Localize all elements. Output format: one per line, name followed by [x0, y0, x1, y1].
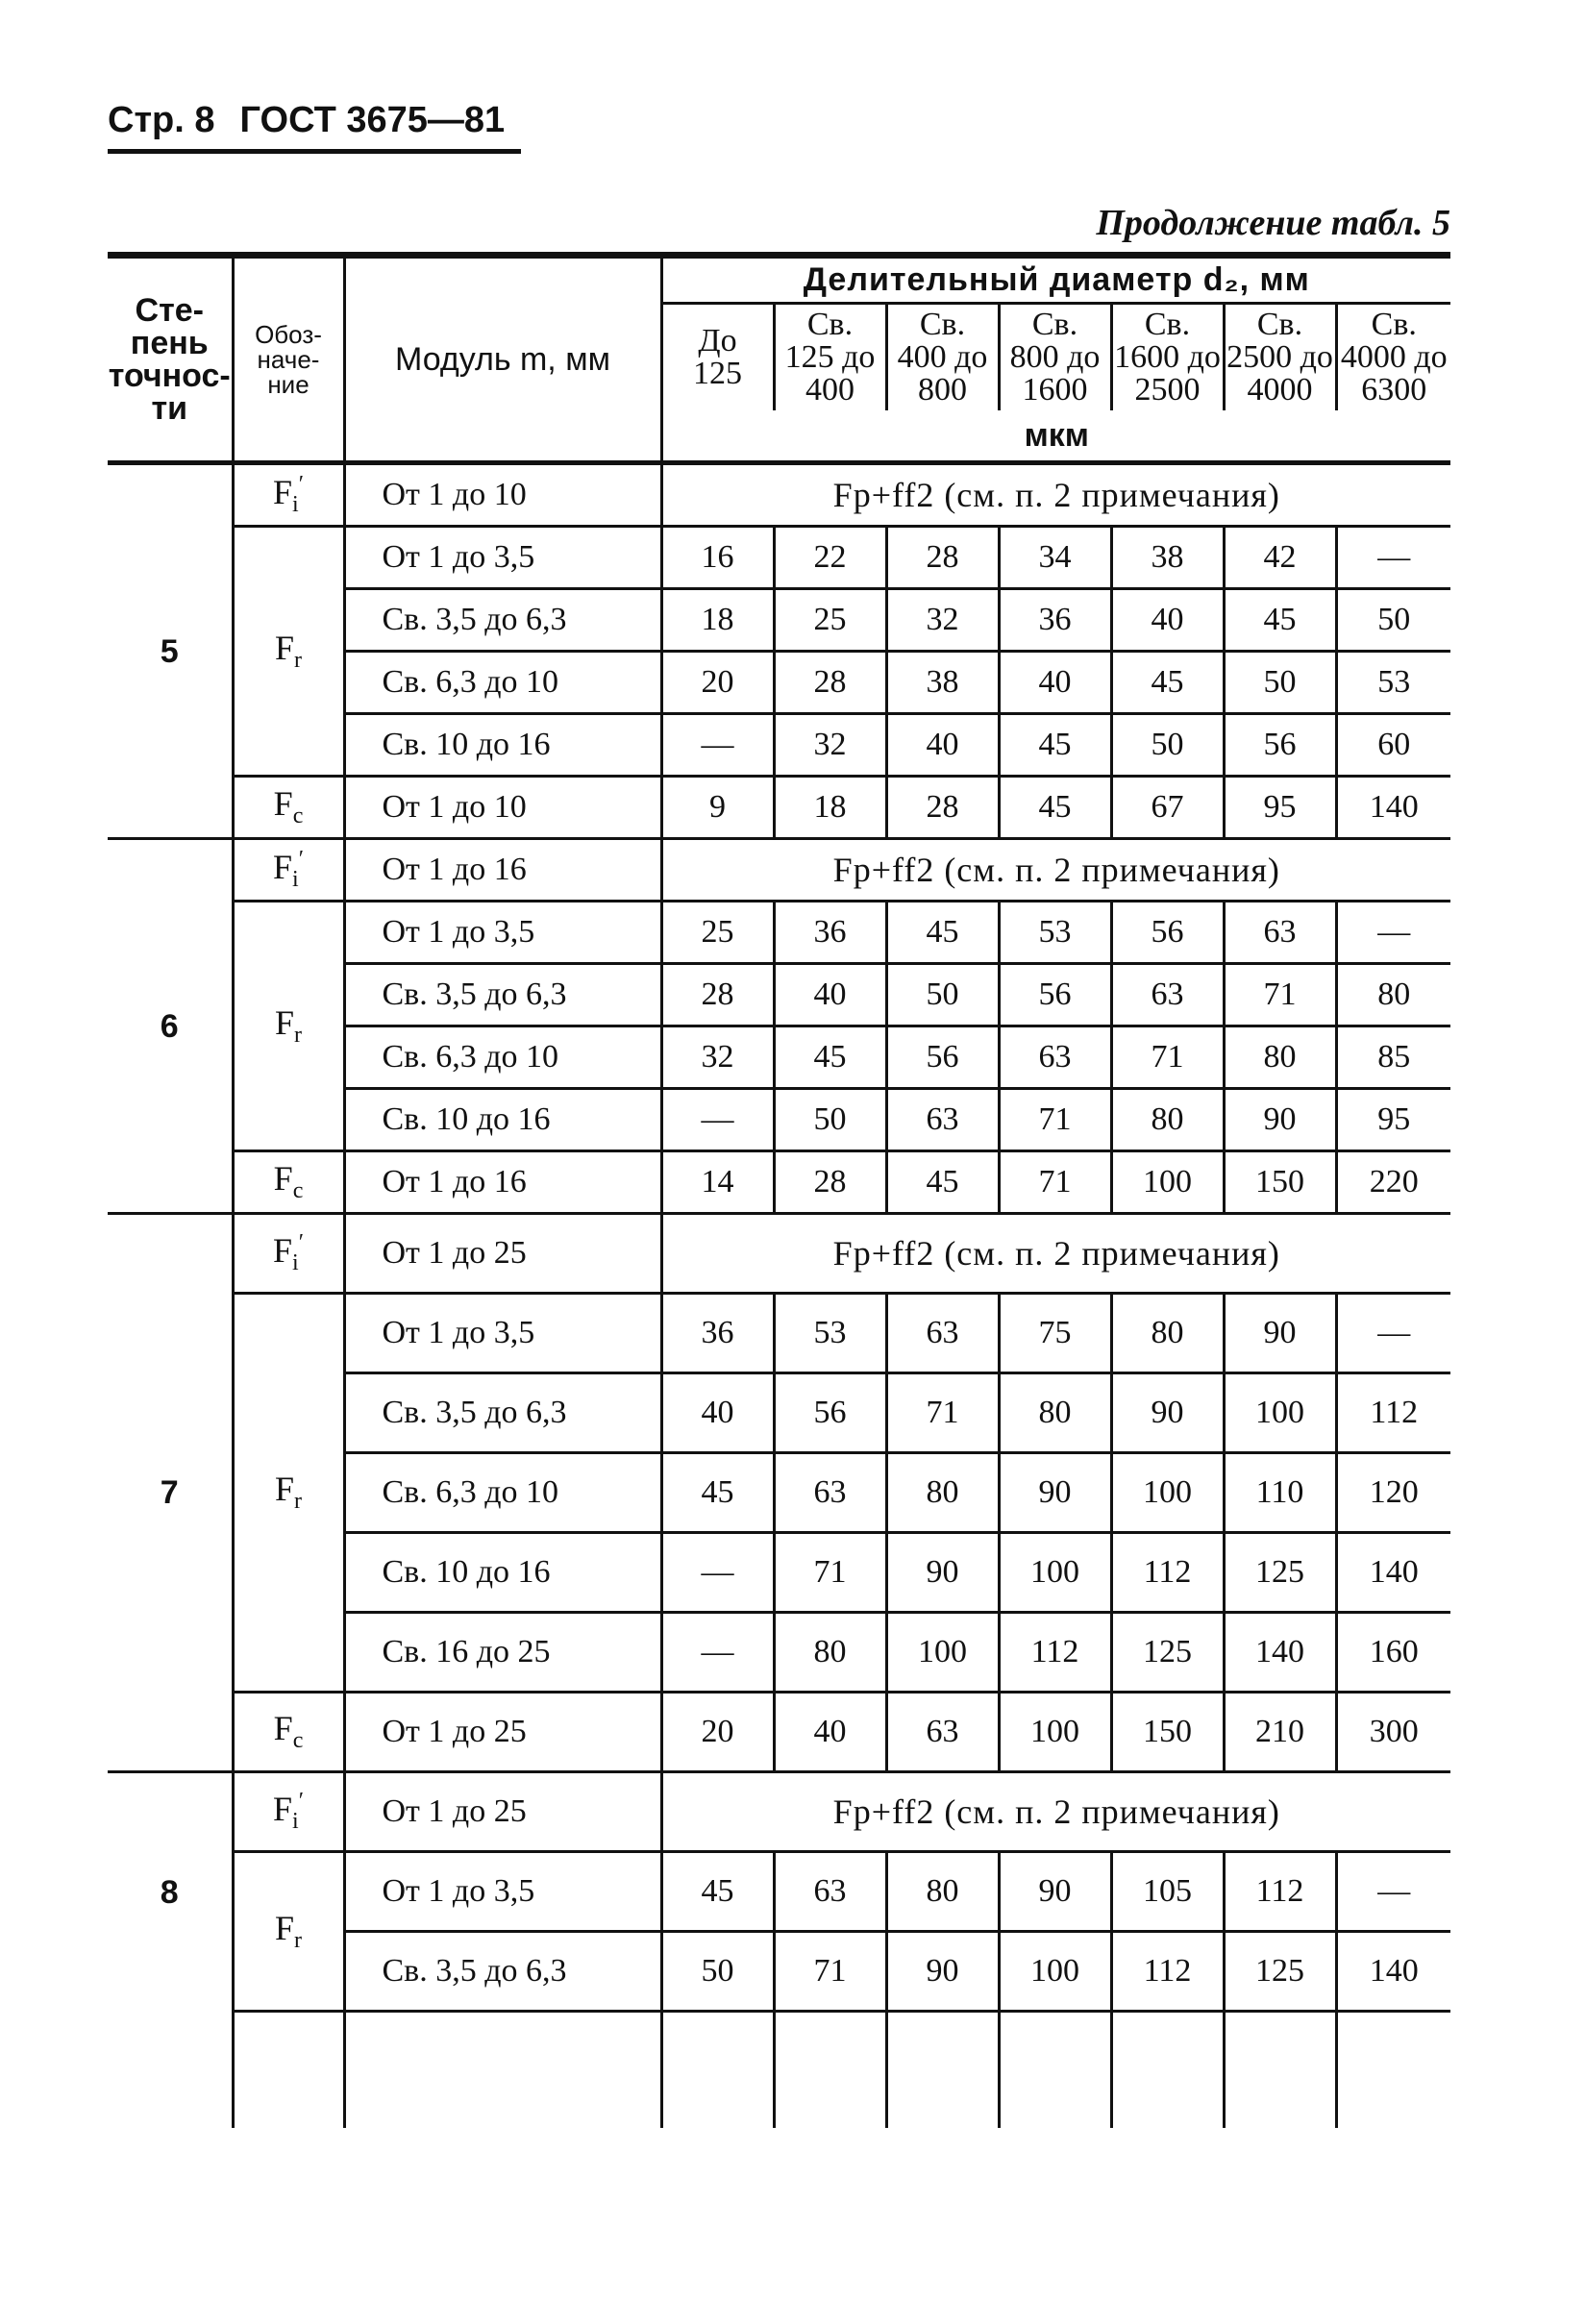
table-cell: 150 — [1224, 1151, 1336, 1214]
designation-cell — [233, 1294, 344, 1693]
table-cell: 42 — [1224, 527, 1336, 589]
module-range: От 1 до 3,5 — [344, 1852, 661, 1932]
table-cell: 63 — [886, 1089, 999, 1151]
table-cell: 40 — [886, 714, 999, 777]
designation-cell — [233, 839, 344, 902]
header-module: Модуль m, мм — [344, 258, 661, 463]
module-range: От 1 до 25 — [344, 1693, 661, 1772]
table-cell: 36 — [774, 902, 886, 964]
table-row — [108, 463, 1450, 527]
table-cell: 40 — [999, 652, 1111, 714]
table-cell: 100 — [1224, 1373, 1336, 1453]
table-cell: 28 — [886, 777, 999, 839]
designation-Fc: $F_c$ — [273, 1709, 304, 1754]
table-cell: 28 — [774, 1151, 886, 1214]
module-range: Св. 6,3 до 10 — [344, 1453, 661, 1533]
table-cell: 100 — [999, 1533, 1111, 1613]
table-cell: — — [1336, 902, 1450, 964]
table-cell: 32 — [886, 589, 999, 652]
header-diameter-range: Св. 4000 до 6300 — [1336, 304, 1450, 411]
table-cell: 140 — [1224, 1613, 1336, 1693]
table-cell: 63 — [774, 1852, 886, 1932]
table-cell: 112 — [1111, 1932, 1224, 2012]
table-cell: — — [1336, 1294, 1450, 1373]
module-range: От 1 до 25 — [344, 1214, 661, 1294]
table-cell: 85 — [1336, 1026, 1450, 1089]
table-cell: 36 — [999, 589, 1111, 652]
module-range: Св. 6,3 до 10 — [344, 652, 661, 714]
module-range: От 1 до 16 — [344, 839, 661, 902]
table-cell: 53 — [1336, 652, 1450, 714]
formula-note: Fp+ff2 (см. п. 2 примечания) — [832, 1233, 1280, 1273]
table-cell: 36 — [661, 1294, 774, 1373]
header-diameter-range: Св. 2500 до 4000 — [1224, 304, 1336, 411]
empty-cell — [886, 2012, 999, 2129]
table-cell: — — [661, 1089, 774, 1151]
table-cell: 71 — [774, 1533, 886, 1613]
table-cell: 20 — [661, 652, 774, 714]
table-cell: 80 — [999, 1373, 1111, 1453]
designation-Fi-prime: $F_i'$ — [273, 1230, 304, 1276]
table-cell: 140 — [1336, 1533, 1450, 1613]
table-cell: 160 — [1336, 1613, 1450, 1693]
empty-cell — [233, 2012, 344, 2129]
module-range: Св. 10 до 16 — [344, 714, 661, 777]
table-cell: 80 — [886, 1852, 999, 1932]
designation-Fc: $F_c$ — [273, 784, 304, 829]
table-cell: 22 — [774, 527, 886, 589]
table-cell: 25 — [774, 589, 886, 652]
table-cell: 45 — [1111, 652, 1224, 714]
table-cell: 95 — [1336, 1089, 1450, 1151]
module-range: От 1 до 3,5 — [344, 902, 661, 964]
table-cell: 45 — [661, 1453, 774, 1533]
table-cell: 125 — [1224, 1533, 1336, 1613]
table-cell: 50 — [1111, 714, 1224, 777]
header-diameter-range: Св. 125 до 400 — [774, 304, 886, 411]
table-cell: 120 — [1336, 1453, 1450, 1533]
table-cell: 40 — [774, 1693, 886, 1772]
designation-Fr: $F_r$ — [274, 1002, 303, 1049]
table-cell: 38 — [1111, 527, 1224, 589]
empty-cell — [1336, 2012, 1450, 2129]
empty-cell — [999, 2012, 1111, 2129]
table-row — [108, 1852, 1450, 1932]
empty-cell — [774, 2012, 886, 2129]
table-cell: 110 — [1224, 1453, 1336, 1533]
designation-cell — [233, 527, 344, 777]
module-range: Св. 3,5 до 6,3 — [344, 964, 661, 1026]
module-range: От 1 до 3,5 — [344, 527, 661, 589]
table-cell: 56 — [999, 964, 1111, 1026]
table-cell: 71 — [999, 1089, 1111, 1151]
header-diameter-range: Св. 400 до 800 — [886, 304, 999, 411]
empty-cell — [1224, 2012, 1336, 2129]
table-cell: 40 — [661, 1373, 774, 1453]
table-cell: 45 — [999, 714, 1111, 777]
designation-Fi-prime: $F_i'$ — [273, 847, 304, 893]
module-range: От 1 до 10 — [344, 777, 661, 839]
table-cell: 150 — [1111, 1693, 1224, 1772]
designation-Fc: $F_c$ — [273, 1159, 304, 1204]
table-cell: 56 — [1111, 902, 1224, 964]
table-cell: 45 — [999, 777, 1111, 839]
designation-cell — [233, 463, 344, 527]
table-cell: 75 — [999, 1294, 1111, 1373]
table-cell: 125 — [1224, 1932, 1336, 2012]
table-cell: 14 — [661, 1151, 774, 1214]
table-cell: 56 — [774, 1373, 886, 1453]
table-cell: 80 — [1111, 1089, 1224, 1151]
table-row — [108, 1214, 1450, 1294]
table-cell: — — [661, 714, 774, 777]
table-row — [108, 1294, 1450, 1373]
table-cell: 100 — [1111, 1453, 1224, 1533]
table-cell: 80 — [1111, 1294, 1224, 1373]
table-cell: 20 — [661, 1693, 774, 1772]
module-range: Св. 6,3 до 10 — [344, 1026, 661, 1089]
table-cell: 63 — [886, 1693, 999, 1772]
table-cell: 63 — [774, 1453, 886, 1533]
table-cell: 18 — [774, 777, 886, 839]
header-diameter-range: Св. 1600 до 2500 — [1111, 304, 1224, 411]
table-cell: 140 — [1336, 1932, 1450, 2012]
table-cell: 112 — [1336, 1373, 1450, 1453]
table-cell: — — [661, 1613, 774, 1693]
table-cell: 300 — [1336, 1693, 1450, 1772]
table-cell: 32 — [661, 1026, 774, 1089]
empty-cell — [1111, 2012, 1224, 2129]
table-cell: 112 — [1224, 1852, 1336, 1932]
table-cell: 100 — [1111, 1151, 1224, 1214]
formula-cell — [661, 463, 1450, 527]
empty-cell — [344, 2012, 661, 2129]
tolerance-table — [108, 258, 1450, 2128]
table-row — [108, 1151, 1450, 1214]
table-cell: 53 — [774, 1294, 886, 1373]
table-row — [108, 839, 1450, 902]
designation-Fi-prime: $F_i'$ — [273, 472, 304, 518]
table-cell: 25 — [661, 902, 774, 964]
empty-cell — [661, 2012, 774, 2129]
table-cell: 63 — [1111, 964, 1224, 1026]
table-cell: 63 — [1224, 902, 1336, 964]
page-header — [108, 96, 521, 154]
module-range: Св. 3,5 до 6,3 — [344, 1932, 661, 2012]
table-cell: 45 — [661, 1852, 774, 1932]
table-cell: 60 — [1336, 714, 1450, 777]
designation-Fi-prime: $F_i'$ — [273, 1789, 304, 1835]
table-cell: 40 — [774, 964, 886, 1026]
table-cell: 210 — [1224, 1693, 1336, 1772]
table-cell: 16 — [661, 527, 774, 589]
table-cell: 90 — [999, 1852, 1111, 1932]
designation-Fr: $F_r$ — [274, 628, 303, 674]
table-cell: 45 — [774, 1026, 886, 1089]
designation-cell — [233, 1151, 344, 1214]
table-cell: 63 — [886, 1294, 999, 1373]
table-cell: 90 — [886, 1932, 999, 2012]
designation-cell — [233, 1214, 344, 1294]
table-cell: 125 — [1111, 1613, 1224, 1693]
standard-id: ГОСТ 3675—81 — [239, 100, 506, 140]
table-cell: 34 — [999, 527, 1111, 589]
table-cell: 90 — [1224, 1089, 1336, 1151]
table-cell: 90 — [886, 1533, 999, 1613]
table-cell: 40 — [1111, 589, 1224, 652]
table-tail — [108, 2012, 1450, 2129]
table-cell: 90 — [1111, 1373, 1224, 1453]
accuracy-grade: 8 — [108, 1772, 233, 2012]
table-cell: 112 — [999, 1613, 1111, 1693]
formula-note: Fp+ff2 (см. п. 2 примечания) — [832, 475, 1280, 514]
table-cell: 50 — [886, 964, 999, 1026]
table-cell: 50 — [1224, 652, 1336, 714]
table-cell: 53 — [999, 902, 1111, 964]
designation-cell — [233, 1772, 344, 1852]
table-cell: 80 — [1336, 964, 1450, 1026]
table-row — [108, 1693, 1450, 1772]
page-label: Стр. 8 — [108, 100, 215, 140]
table-cell: — — [1336, 1852, 1450, 1932]
table-cell: 220 — [1336, 1151, 1450, 1214]
module-range: Св. 3,5 до 6,3 — [344, 1373, 661, 1453]
table-cell: 28 — [886, 527, 999, 589]
table-cell: 63 — [999, 1026, 1111, 1089]
table-cell: 28 — [661, 964, 774, 1026]
table-cell: 50 — [1336, 589, 1450, 652]
empty-cell — [108, 2012, 233, 2129]
table-cell: 71 — [886, 1373, 999, 1453]
header-diameter-range: Св. 800 до 1600 — [999, 304, 1111, 411]
table-cell: 140 — [1336, 777, 1450, 839]
module-range: Св. 3,5 до 6,3 — [344, 589, 661, 652]
module-range: От 1 до 10 — [344, 463, 661, 527]
table-cell: 90 — [1224, 1294, 1336, 1373]
accuracy-grade: 7 — [108, 1214, 233, 1772]
header-unit: мкм — [661, 410, 1450, 463]
table-cell: 18 — [661, 589, 774, 652]
table-cell: 90 — [999, 1453, 1111, 1533]
formula-note: Fp+ff2 (см. п. 2 примечания) — [832, 1792, 1280, 1831]
module-range: Св. 10 до 16 — [344, 1533, 661, 1613]
designation-Fr: $F_r$ — [274, 1908, 303, 1954]
formula-cell — [661, 1772, 1450, 1852]
table-cell: 9 — [661, 777, 774, 839]
designation-cell — [233, 1852, 344, 2012]
table-cell: — — [1336, 527, 1450, 589]
table-row — [108, 1772, 1450, 1852]
designation-cell — [233, 902, 344, 1151]
accuracy-grade: 6 — [108, 839, 233, 1214]
table-cell: 100 — [999, 1693, 1111, 1772]
table-cell: 38 — [886, 652, 999, 714]
table-cell: 50 — [661, 1932, 774, 2012]
table-row — [108, 777, 1450, 839]
designation-cell — [233, 1693, 344, 1772]
table-cell: 80 — [886, 1453, 999, 1533]
table-cell: 45 — [886, 1151, 999, 1214]
header-grade: Сте- пень точнос- ти — [108, 258, 233, 463]
table-cell: 28 — [774, 652, 886, 714]
module-range: От 1 до 16 — [344, 1151, 661, 1214]
table-cell: 100 — [999, 1932, 1111, 2012]
table-cell: 112 — [1111, 1533, 1224, 1613]
table-row — [108, 902, 1450, 964]
module-range: От 1 до 3,5 — [344, 1294, 661, 1373]
header-designation: Обоз- наче- ние — [233, 258, 344, 463]
table-cell: 67 — [1111, 777, 1224, 839]
table-continuation-label: Продолжение табл. 5 — [1096, 203, 1450, 243]
header-diameter-range: До 125 — [661, 304, 774, 411]
header-pitch-diameter: Делительный диаметр d₂, мм — [661, 258, 1450, 304]
table-cell: 100 — [886, 1613, 999, 1693]
table-cell: — — [661, 1533, 774, 1613]
module-range: Св. 10 до 16 — [344, 1089, 661, 1151]
formula-cell — [661, 1214, 1450, 1294]
module-range: Св. 16 до 25 — [344, 1613, 661, 1693]
designation-Fr: $F_r$ — [274, 1470, 303, 1515]
table-cell: 50 — [774, 1089, 886, 1151]
table-cell: 80 — [774, 1613, 886, 1693]
table-cell: 56 — [1224, 714, 1336, 777]
table-cell: 45 — [886, 902, 999, 964]
table-cell: 80 — [1224, 1026, 1336, 1089]
module-range: От 1 до 25 — [344, 1772, 661, 1852]
table-cell: 56 — [886, 1026, 999, 1089]
table-row — [108, 527, 1450, 589]
table-cell: 71 — [1224, 964, 1336, 1026]
table-cell: 32 — [774, 714, 886, 777]
table-cell: 71 — [1111, 1026, 1224, 1089]
formula-note: Fp+ff2 (см. п. 2 примечания) — [832, 850, 1280, 889]
table-cell: 105 — [1111, 1852, 1224, 1932]
table-cell: 95 — [1224, 777, 1336, 839]
table-cell: 71 — [774, 1932, 886, 2012]
table-cell: 71 — [999, 1151, 1111, 1214]
table-cell: 45 — [1224, 589, 1336, 652]
formula-cell — [661, 839, 1450, 902]
designation-cell — [233, 777, 344, 839]
accuracy-grade: 5 — [160, 632, 179, 670]
